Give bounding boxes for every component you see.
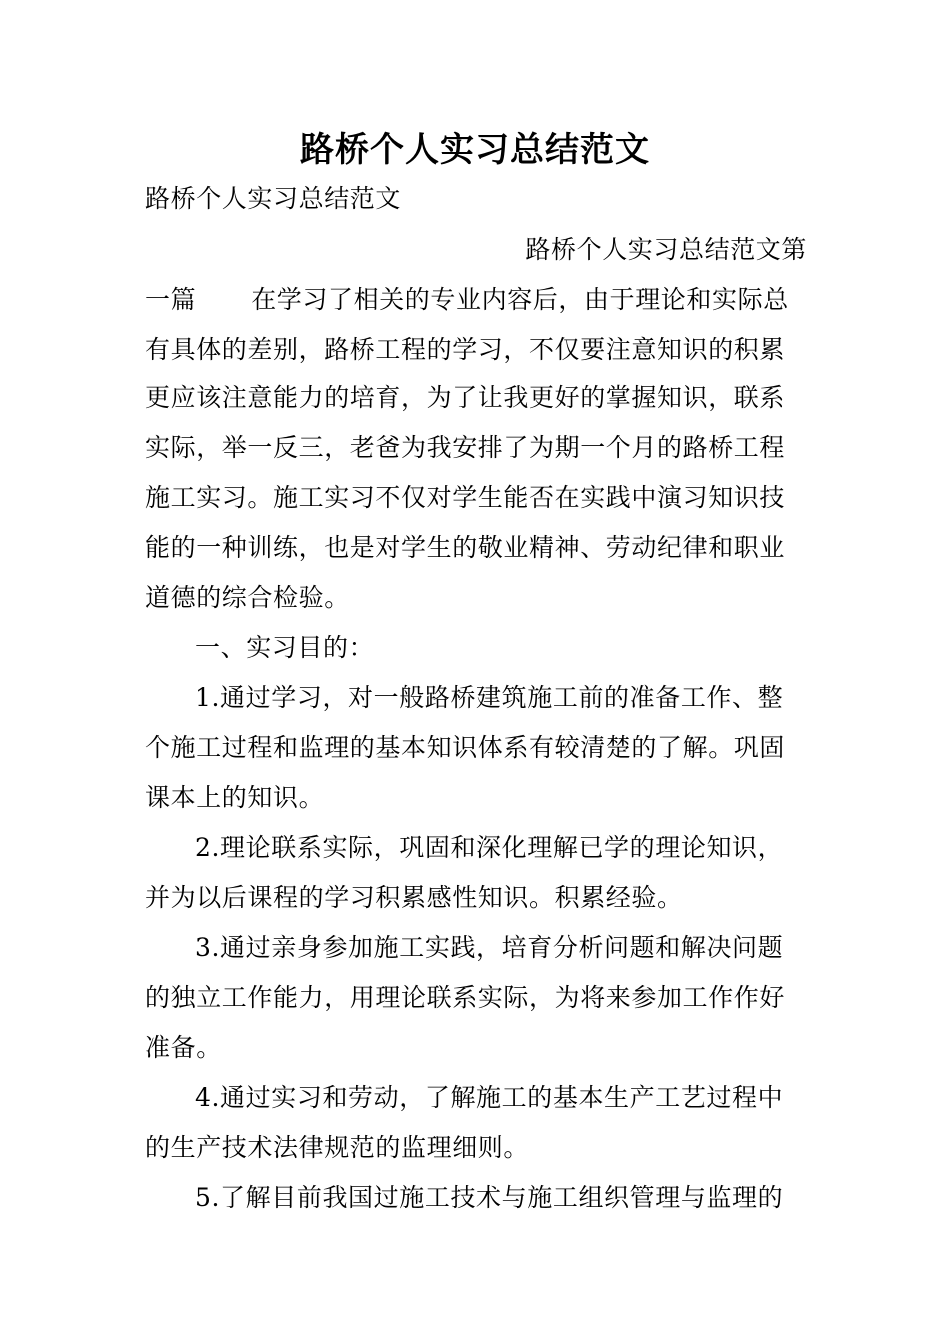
list-item-line: 并为以后课程的学习积累感性知识。积累经验。: [145, 883, 683, 912]
paragraph-line: 实际，举一反三，老爸为我安排了为期一个月的路桥工程: [145, 433, 786, 462]
list-item-line: 2.理论联系实际，巩固和深化理解已学的理论知识，: [195, 833, 784, 862]
list-item-line: 准备。: [145, 1033, 222, 1062]
paragraph-line: 施工实习。施工实习不仅对学生能否在实践中演习知识技: [145, 483, 786, 512]
document-subtitle: 路桥个人实习总结范文: [145, 184, 402, 213]
list-item-line: 的独立工作能力，用理论联系实际，为将来参加工作作好: [145, 983, 786, 1012]
list-item-line: 4.通过实习和劳动，了解施工的基本生产工艺过程中: [195, 1083, 784, 1112]
list-item-line: 个施工过程和监理的基本知识体系有较清楚的了解。巩固: [145, 733, 786, 762]
list-item-line: 的生产技术法律规范的监理细则。: [145, 1133, 530, 1162]
list-item-line: 3.通过亲身参加施工实践，培育分析问题和解决问题: [195, 933, 784, 962]
paragraph-line: 有具体的差别，路桥工程的学习，不仅要注意知识的积累: [145, 335, 786, 364]
paragraph-line: 能的一种训练，也是对学生的敬业精神、劳动纪律和职业: [145, 533, 786, 562]
paragraph-segment: 一篇: [145, 285, 197, 314]
paragraph-line: 更应该注意能力的培育，为了让我更好的掌握知识，联系: [145, 383, 786, 412]
list-item-line: 1.通过学习，对一般路桥建筑施工前的准备工作、整: [195, 683, 784, 712]
paragraph-line: [145, 282, 807, 318]
paragraph-line: 道德的综合检验。: [145, 583, 350, 612]
list-item-line: 5.了解目前我国过施工技术与施工组织管理与监理的: [195, 1183, 784, 1212]
section-heading: 一、实习目的：: [195, 633, 375, 662]
list-item-line: 课本上的知识。: [145, 783, 325, 812]
paragraph-segment: 在学习了相关的专业内容后，由于理论和实际总: [251, 285, 789, 314]
document-title: 路桥个人实习总结范文: [300, 130, 650, 170]
paragraph-line: 路桥个人实习总结范文第: [525, 235, 807, 264]
